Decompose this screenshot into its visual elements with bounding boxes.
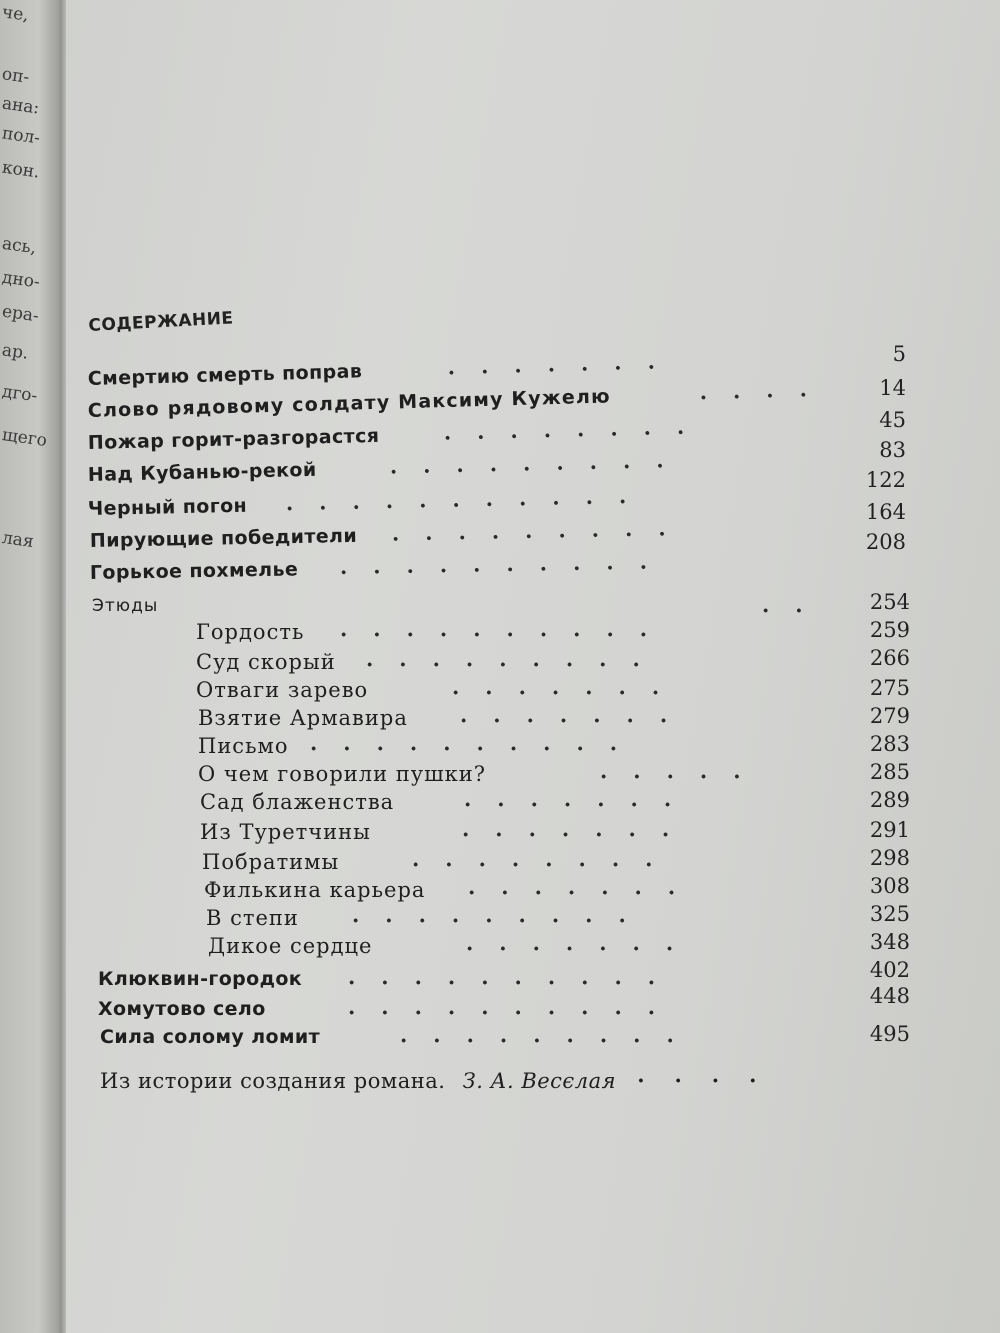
toc-entry-page: 448 — [869, 984, 910, 1008]
toc-entry — [87, 488, 653, 528]
spine-fragment: ар. — [0, 340, 30, 364]
toc-entry-page: 289 — [869, 788, 910, 812]
toc-footer-entry — [100, 1068, 786, 1093]
toc-entry-page: 45 — [879, 408, 906, 432]
leader-dots: ···· — [637, 1068, 787, 1093]
leader-dots: ·········· — [348, 1000, 682, 1025]
toc-entry-title: Взятие Армавира — [198, 706, 408, 730]
leader-dots: ········ — [443, 418, 711, 451]
toc-entry-title: Пожар горит-разгорастся — [87, 424, 380, 454]
leader-dots: ······· — [464, 792, 698, 817]
toc-entry-page: 14 — [879, 376, 906, 400]
toc-entry-page: 259 — [869, 618, 910, 642]
leader-dots: ········· — [391, 520, 692, 552]
leader-dots: ········· — [352, 908, 652, 933]
toc-entry-page: 283 — [869, 732, 910, 756]
spine-fragment: дго- — [0, 381, 39, 407]
toc-entry-page: 266 — [869, 646, 910, 670]
toc-entry-title: Письмо — [198, 734, 289, 758]
spine-fragment: ера- — [0, 301, 41, 327]
leader-dots: ······· — [462, 822, 696, 847]
leader-dots: ·········· — [348, 970, 682, 995]
toc-entry-title: Отваги зарево — [196, 678, 369, 702]
spine-fragment: лая — [0, 527, 35, 553]
toc-entry-page: 308 — [869, 874, 910, 898]
spine-fragment: ана: — [0, 93, 41, 119]
toc-entry-page: 291 — [869, 818, 910, 842]
toc-entry-page: 402 — [869, 958, 910, 982]
toc-entry — [89, 520, 692, 560]
adjacent-page-edge — [0, 0, 64, 1333]
toc-entry — [87, 418, 711, 462]
leader-dots: ········ — [412, 852, 679, 877]
footer-author: З. А. Весєлая — [462, 1069, 616, 1093]
toc-entry — [87, 381, 834, 430]
toc-entry-title: Черный погон — [87, 494, 248, 520]
toc-entry — [87, 353, 682, 398]
toc-entry-title: О чем говорили пушки? — [198, 762, 487, 786]
toc-entry-title: В степи — [206, 906, 299, 930]
toc-entry-title: Слово рядовому солдату Максиму Кужелю — [87, 385, 612, 422]
toc-entry-page: 208 — [865, 530, 906, 554]
toc-entry-page: 285 — [869, 760, 910, 784]
leader-dots: ········· — [366, 652, 666, 677]
toc-entry-title: Дикое сердце — [208, 934, 373, 958]
leader-dots: ······· — [452, 680, 686, 705]
spine-fragment: щего — [0, 424, 49, 452]
toc-entry-page: 254 — [869, 590, 910, 614]
leader-dots: ······· — [466, 936, 700, 961]
toc-entry — [87, 452, 690, 494]
toc-entry-page: 122 — [865, 468, 906, 492]
footer-title: Из истории создания романа. — [100, 1069, 446, 1093]
toc-entry-title: Клюквин-городок — [98, 968, 303, 990]
spine-fragment: дно- — [0, 267, 41, 293]
spine-fragment: кон. — [0, 157, 41, 183]
leader-dots: ··········· — [285, 488, 653, 521]
leader-dots: ········· — [389, 452, 690, 485]
leader-dots: ····· — [600, 764, 767, 789]
toc-entry — [89, 553, 674, 592]
toc-entry-page: 83 — [879, 438, 906, 462]
spine-fragment: ась, — [0, 233, 38, 259]
leader-dots: ·· — [762, 598, 829, 623]
leader-dots: ······· — [447, 353, 682, 385]
toc-entry-title: Смертию смерть поправ — [87, 360, 363, 390]
toc-entry-title: Сила солому ломит — [100, 1026, 321, 1048]
toc-entry-page: 325 — [869, 902, 910, 926]
book-gutter — [60, 0, 66, 1333]
toc-entry-title: Побратимы — [202, 850, 340, 874]
spine-fragment: оп- — [0, 64, 31, 88]
toc-entry-page: 164 — [865, 500, 906, 524]
leader-dots: ·········· — [310, 736, 644, 761]
leader-dots: ·········· — [339, 553, 674, 585]
leader-dots: ········· — [400, 1028, 700, 1053]
toc-entry-title: Филькина карьера — [204, 878, 426, 902]
toc-entry-title: Гордость — [196, 620, 305, 644]
toc-entry-title: Горькое похмелье — [89, 558, 299, 584]
toc-entry-page: 5 — [892, 342, 906, 366]
contents-heading: СОДЕРЖАНИЕ — [88, 308, 235, 336]
toc-entry-title: Этюды — [92, 596, 159, 616]
leader-dots: ······· — [460, 708, 694, 733]
spine-fragment: че, — [0, 2, 30, 26]
toc-entry-title: Сад блаженства — [200, 790, 395, 814]
toc-entry-title: Над Кубанью-рекой — [87, 458, 317, 486]
toc-entry-page: 279 — [869, 704, 910, 728]
toc-entry-title: Пирующие победители — [89, 524, 358, 552]
leader-dots: ···· — [699, 381, 834, 410]
spine-fragment: пол- — [0, 123, 42, 149]
toc-entry-title: Суд скорый — [196, 650, 336, 674]
toc-entry-title: Хомутово село — [98, 998, 266, 1020]
toc-entry-page: 298 — [869, 846, 910, 870]
toc-entry-page: 495 — [869, 1022, 910, 1046]
toc-entry-page: 275 — [869, 676, 910, 700]
leader-dots: ·········· — [340, 622, 674, 647]
toc-entry-page: 348 — [869, 930, 910, 954]
leader-dots: ······· — [468, 880, 702, 905]
toc-entry-title: Из Туретчины — [200, 820, 371, 844]
